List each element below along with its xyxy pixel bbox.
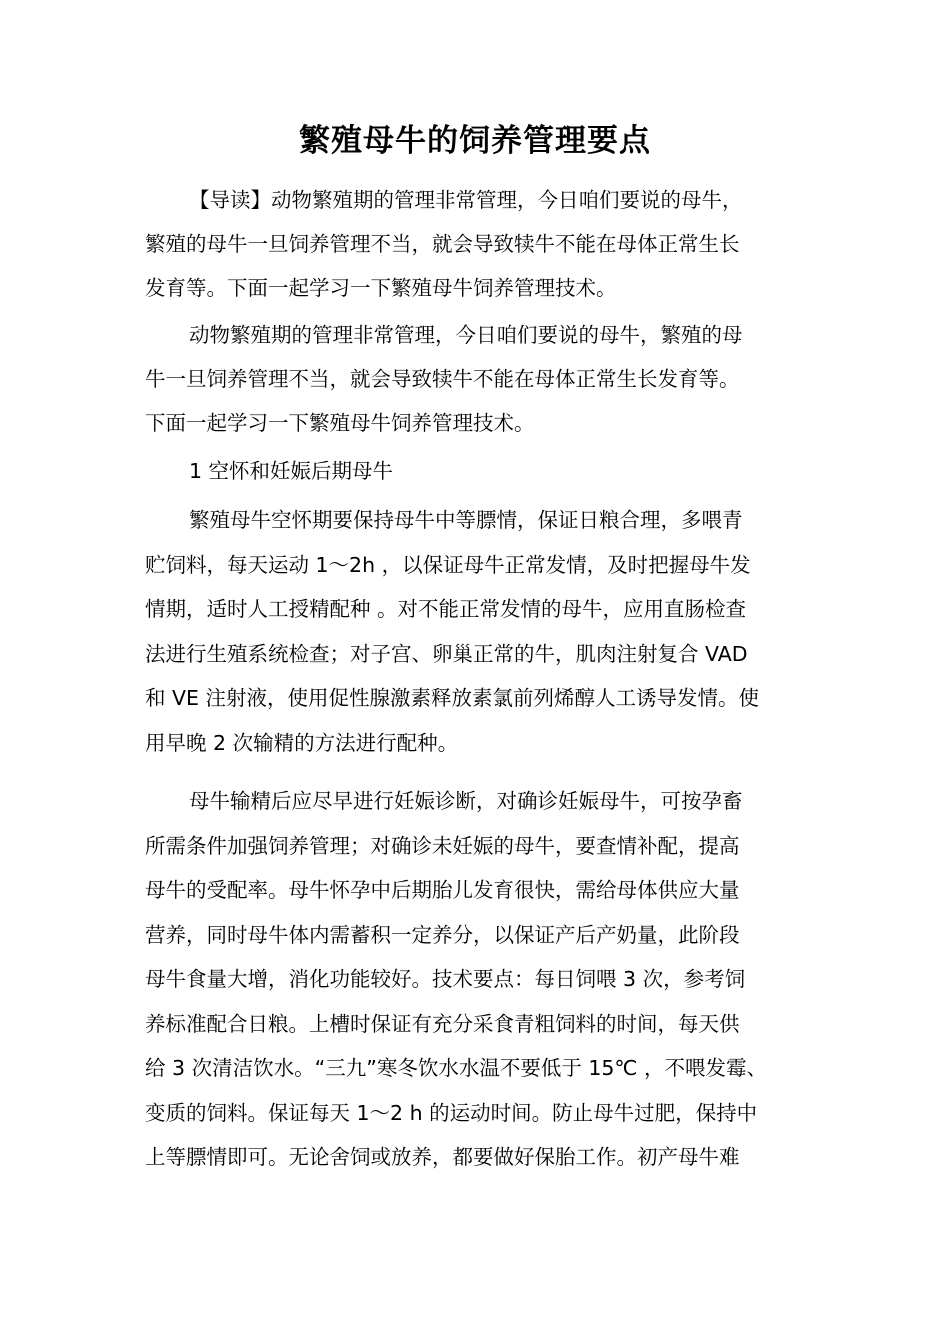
text-line: 母牛食量大增，消化功能较好。技术要点：每日饲喂 3 次，参考饲 [145, 967, 746, 991]
text-line: 下面一起学习一下繁殖母牛饲养管理技术。 [145, 411, 535, 435]
text-line: 和 VE 注射液，使用促性腺激素释放素氯前列烯醇人工诱导发情。使 [145, 686, 760, 710]
text-line: 变质的饲料。保证每天 1～2 h 的运动时间。防止母牛过肥，保持中 [145, 1100, 758, 1125]
paragraph-overview [145, 313, 825, 445]
text-line: 动物繁殖期的管理非常管理，今日咱们要说的母牛，繁殖的母 [189, 323, 743, 347]
section-heading-text: 1 空怀和妊娠后期母牛 [189, 459, 394, 483]
paragraph-open-period [145, 498, 825, 765]
text-line: 给 3 次清洁饮水。“三九”寒冬饮水水温不要低于 15℃ ，不喂发霉、 [145, 1056, 767, 1080]
text-line: 母牛输精后应尽早进行妊娠诊断，对确诊妊娠母牛，可按孕畜 [189, 789, 743, 813]
text-line: 情期，适时人工授精配种 。对不能正常发情的母牛，应用直肠检查 [145, 597, 747, 621]
text-line: 营养，同时母牛体内需蓄积一定养分，以保证产后产奶量，此阶段 [145, 922, 740, 947]
document-title: 繁殖母牛的饲养管理要点 [299, 123, 651, 159]
text-line: 法进行生殖系统检查；对子宫、卵巢正常的牛，肌肉注射复合 VAD [145, 641, 748, 666]
text-line: 繁殖的母牛一旦饲养管理不当，就会导致犊牛不能在母体正常生长 [145, 232, 740, 256]
text-line: 发育等。下面一起学习一下繁殖母牛饲养管理技术。 [145, 276, 617, 300]
text-line: 用早晚 2 次输精的方法进行配种。 [145, 730, 459, 755]
text-line: 牛一旦饲养管理不当，就会导致犊牛不能在母体正常生长发育等。 [145, 367, 740, 391]
paragraph-pregnancy [145, 779, 825, 1180]
text-line: 养标准配合日粮。上槽时保证有充分采食青粗饲料的时间，每天供 [145, 1011, 740, 1036]
text-line: 母牛的受配率。母牛怀孕中后期胎儿发育很快，需给母体供应大量 [145, 878, 740, 902]
section-heading [145, 449, 825, 493]
text-line: 上等膘情即可。无论舍饲或放养，都要做好保胎工作。初产母牛难 [145, 1145, 740, 1169]
text-line: 繁殖母牛空怀期要保持母牛中等膘情，保证日粮合理，多喂青 [189, 508, 743, 532]
text-line: 【导读】动物繁殖期的管理非常管理，今日咱们要说的母牛， [189, 188, 743, 212]
text-line: 贮饲料，每天运动 1～2h ，以保证母牛正常发情，及时把握母牛发 [145, 552, 751, 577]
text-line: 所需条件加强饲养管理；对确诊未妊娠的母牛，要查情补配，提高 [145, 833, 740, 858]
paragraph-intro [145, 178, 825, 310]
